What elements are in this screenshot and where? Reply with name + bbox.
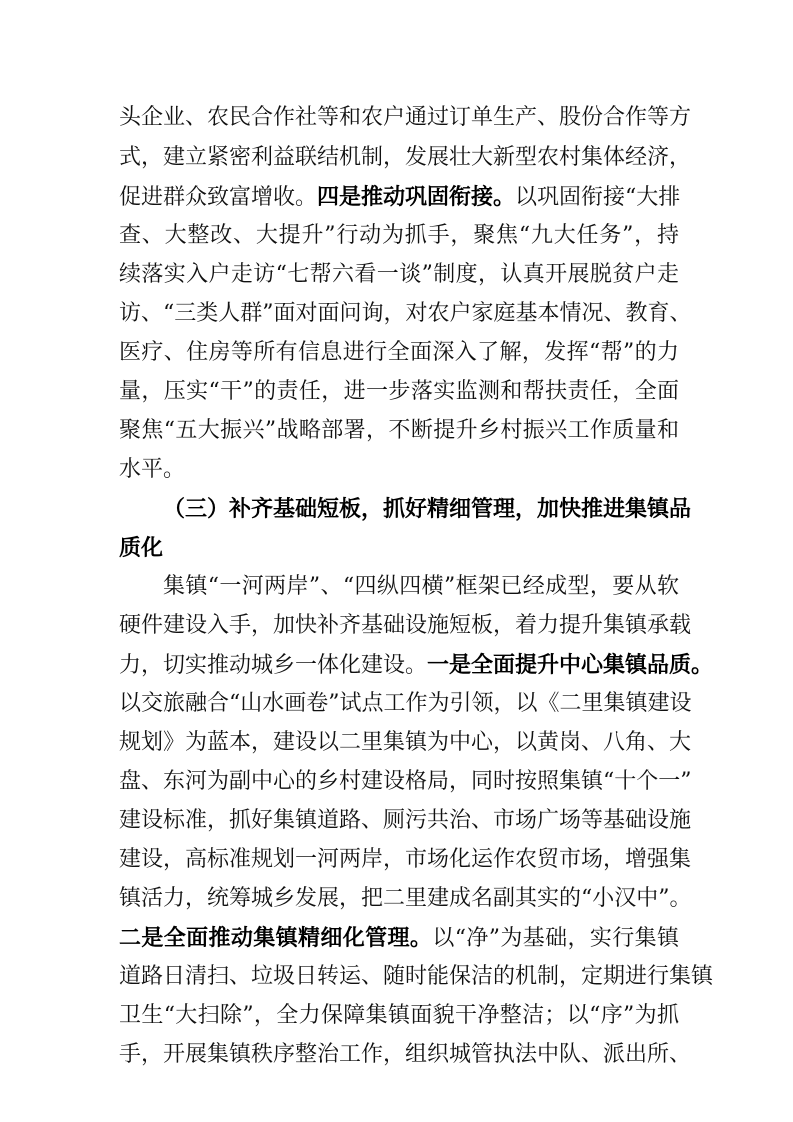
paragraph-line: 水平。 [119, 457, 186, 482]
paragraph-line: 以交旅融合“山水画卷”试点工作为引领，以《二里集镇建设 [119, 691, 692, 716]
paragraph-line: 规划》为蓝本，建设以二里集镇为中心，以黄岗、八角、大 [119, 730, 692, 755]
paragraph-text: 促进群众致富增收。 [119, 185, 318, 210]
section-heading: （三）补齐基础短板，抓好精细管理，加快推进集镇品 [163, 496, 692, 522]
bold-point-text: 四是推动巩固衔接。 [317, 184, 516, 210]
paragraph-line: 建设，高标准规划一河两岸，市场化运作农贸市场，增强集 [119, 847, 692, 872]
paragraph-line: 聚焦“五大振兴”战略部署，不断提升乡村振兴工作质量和 [119, 418, 679, 443]
paragraph-line: 头企业、农民合作社等和农户通过订单生产、股份合作等方 [119, 105, 692, 130]
bold-point-text: 二是全面推动集镇精细化管理。 [119, 925, 433, 951]
paragraph-line [119, 920, 679, 957]
paragraph-line: 查、大整改、大提升”行动为抓手，聚焦“九大任务”，持 [119, 223, 679, 248]
section-heading: 质化 [119, 535, 164, 561]
paragraph-text: 以巩固衔接“大排 [515, 185, 681, 210]
paragraph-line: 硬件建设入手，加快补齐基础设施短板，着力提升集镇承载 [119, 613, 692, 638]
paragraph-line: 镇活力，统筹城乡发展，把二里建成名副其实的“小汉中”。 [119, 886, 692, 911]
paragraph-line: 量，压实“干”的责任，进一步落实监测和帮扶责任，全面 [119, 379, 679, 404]
bold-point-text: 一是全面提升中心集镇品质。 [427, 652, 714, 678]
paragraph-line: 式，建立紧密利益联结机制，发展壮大新型农村集体经济， [119, 145, 692, 170]
paragraph-line: 手，开展集镇秩序整治工作，组织城管执法中队、派出所、 [119, 1042, 692, 1067]
paragraph-line: 卫生“大扫除”，全力保障集镇面貌干净整洁；以“序”为抓 [119, 1003, 679, 1028]
paragraph-text: 以“净”为基础，实行集镇 [432, 926, 679, 951]
paragraph-line [119, 647, 714, 684]
paragraph-line: 盘、东河为副中心的乡村建设格局，同时按照集镇“十个一” [119, 769, 692, 794]
paragraph-line: 集镇“一河两岸”、“四纵四横”框架已经成型，要从软 [163, 574, 679, 599]
paragraph-line: 道路日清扫、垃圾日转运、随时能保洁的机制，定期进行集镇 [119, 964, 714, 989]
paragraph-line: 建设标准，抓好集镇道路、厕污共治、市场广场等基础设施 [119, 808, 692, 833]
paragraph-line: 续落实入户走访“七帮六看一谈”制度，认真开展脱贫户走 [119, 262, 679, 287]
paragraph-line: 医疗、住房等所有信息进行全面深入了解，发挥“帮”的力 [119, 340, 679, 365]
paragraph-line [119, 179, 679, 216]
paragraph-line: 访、“三类人群”面对面问询，对农户家庭基本情况、教育、 [119, 301, 692, 326]
paragraph-text: 力，切实推动城乡一体化建设。 [119, 653, 428, 678]
